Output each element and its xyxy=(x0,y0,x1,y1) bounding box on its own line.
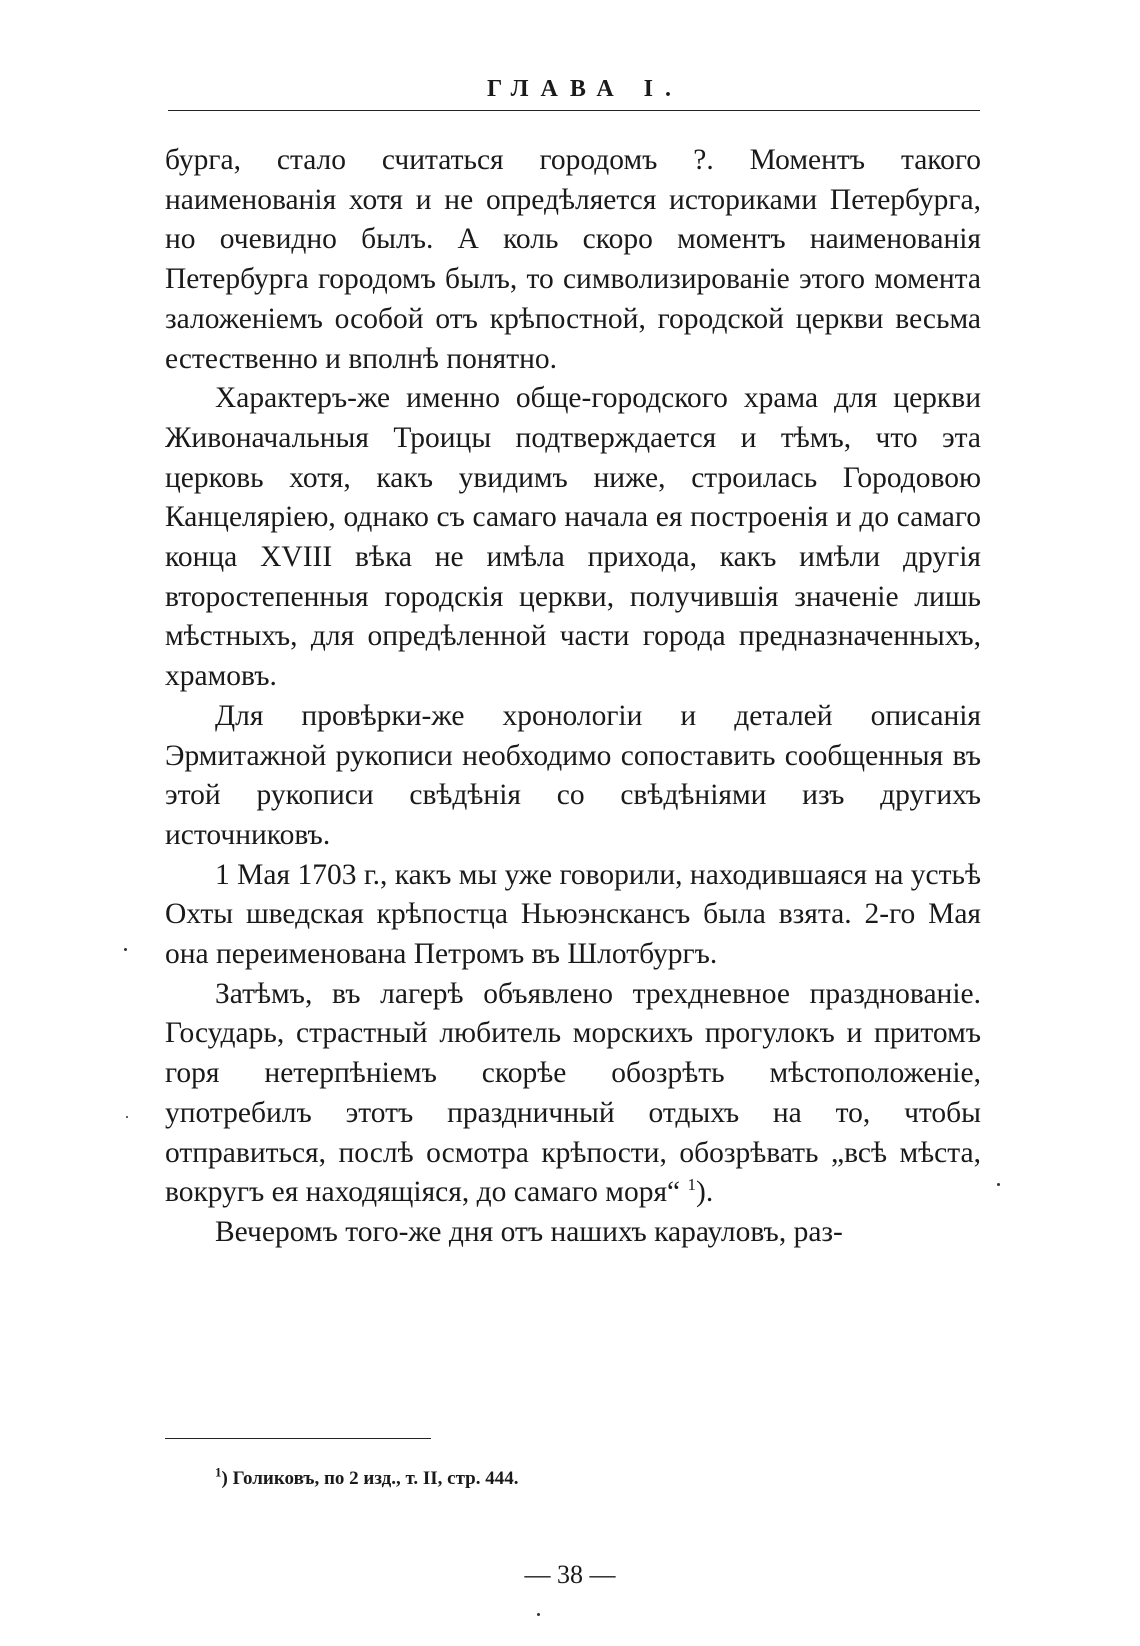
scan-speck xyxy=(997,1183,1000,1186)
running-head: ГЛАВА I. xyxy=(486,76,684,102)
paragraph-6: Вечеромъ того-же дня отъ нашихъ карауловъ, раз- xyxy=(215,1215,843,1248)
scan-speck xyxy=(537,1613,540,1616)
scan-speck xyxy=(126,1116,128,1118)
footnote-text: ) Голиковъ, по 2 изд., т. II, стр. 444. xyxy=(221,1468,519,1489)
footnote-marker: 1 xyxy=(215,1464,222,1480)
paragraph-3: Для провѣрки-же хронологіи и деталей описанія Эрмитажной рукописи необходимо сопоставить сообщенныя въ этой рукописи свѣдѣнія со свѣдѣніями изъ другихъ источниковъ. xyxy=(165,699,981,851)
paragraph-1: бурга, стало считаться городомъ ?. Моментъ такого наименованія хотя и не опредѣляется историками Петербурга, но очевидно былъ. А коль скоро моментъ наименованія Петербурга городомъ былъ, то символизированіе этого момента заложеніемъ особой отъ крѣпостной, городской церкви весьма естественно и вполнѣ понятно. xyxy=(165,144,981,375)
paragraph-5-end: ). xyxy=(696,1176,714,1209)
scan-speck xyxy=(124,948,127,951)
page-number: — 38 — xyxy=(524,1560,616,1589)
footnote-reference[interactable]: 1 xyxy=(687,1175,697,1195)
paragraph-5 xyxy=(165,975,981,1213)
paragraph-5-text: Затѣмъ, въ лагерѣ объявлено трехдневное празднованіе. Государь, страстный любитель морскихъ прогулокъ и притомъ горя нетерпѣніемъ скорѣе обозрѣть мѣстоположеніе, употребилъ этотъ праздничный отдыхъ на то, чтобы отправиться, послѣ осмотра крѣпости, обозрѣвать „всѣ мѣста, вокругъ ея находящіяся, до самаго моря“ xyxy=(165,977,981,1209)
body-text xyxy=(165,141,981,1253)
footnote xyxy=(215,1466,519,1492)
header-rule xyxy=(168,110,980,111)
footnote-rule xyxy=(165,1438,431,1439)
paragraph-2: Характеръ-же именно обще-городского храма для церкви Живоначальныя Троицы подтверждается и тѣмъ, что эта церковь хотя, какъ увидимъ ниже, строилась Городовою Канцеляріею, однако съ самаго начала ея построенія и до самаго конца XVIII вѣка не имѣла прихода, какъ имѣли другія второстепенныя городскія церкви, получившія значеніе лишь мѣстныхъ, для опредѣленной части города предназначенныхъ, храмовъ. xyxy=(165,382,981,693)
paragraph-4: 1 Мая 1703 г., какъ мы уже говорили, находившаяся на устьѣ Охты шведская крѣпостца Ньюэнскансъ была взята. 2-го Мая она переименована Петромъ въ Шлотбургъ. xyxy=(165,858,981,971)
